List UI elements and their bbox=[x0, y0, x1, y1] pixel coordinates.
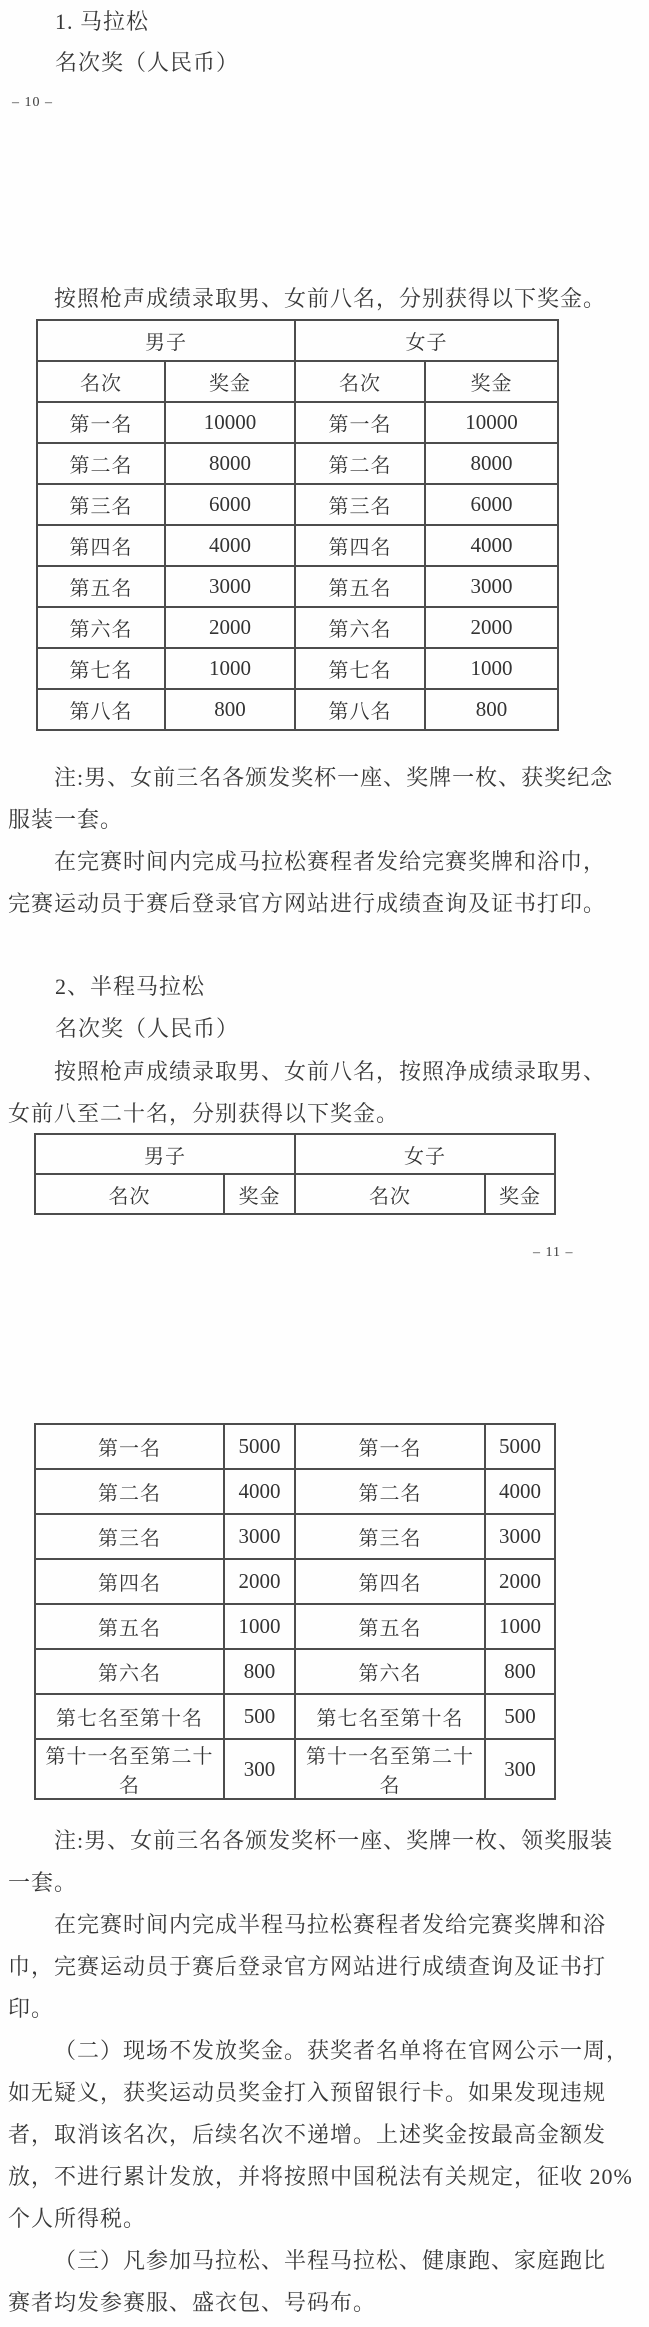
rank-cell: 第三名 bbox=[295, 1514, 485, 1559]
table-row bbox=[35, 1559, 555, 1604]
marathon-intro: 按照枪声成绩录取男、女前八名，分别获得以下奖金。 bbox=[54, 286, 607, 311]
table-row bbox=[37, 648, 558, 689]
prize-cell: 500 bbox=[485, 1694, 555, 1739]
rank-cell: 第二名 bbox=[35, 1469, 224, 1514]
group-header-cell: 男子 bbox=[35, 1134, 295, 1174]
rank-cell: 第十一名至第二十名 bbox=[295, 1739, 485, 1799]
rank-cell: 第五名 bbox=[37, 566, 165, 607]
prize-cell: 4000 bbox=[485, 1469, 555, 1514]
table-row bbox=[37, 566, 558, 607]
table-row bbox=[37, 689, 558, 730]
half-marathon-table-header bbox=[34, 1133, 556, 1215]
prize-cell: 3000 bbox=[485, 1514, 555, 1559]
prize-cell: 6000 bbox=[425, 484, 558, 525]
rank-cell: 第七名 bbox=[295, 648, 425, 689]
section-marathon-subtitle: 名次奖（人民币） bbox=[55, 50, 240, 75]
table-row bbox=[35, 1649, 555, 1694]
group-header-row bbox=[37, 320, 558, 361]
prize-cell: 300 bbox=[224, 1739, 295, 1799]
rank-cell: 第一名 bbox=[35, 1424, 224, 1469]
prize-cell: 4000 bbox=[224, 1469, 295, 1514]
rank-cell: 第五名 bbox=[295, 1604, 485, 1649]
page-number-10: – 10 – bbox=[12, 95, 53, 110]
rank-cell: 第五名 bbox=[35, 1604, 224, 1649]
group-header-cell: 女子 bbox=[295, 1134, 555, 1174]
prize-cell: 8000 bbox=[425, 443, 558, 484]
prize-cell: 3000 bbox=[224, 1514, 295, 1559]
prize-cell: 500 bbox=[224, 1694, 295, 1739]
prize-cell: 6000 bbox=[165, 484, 295, 525]
table-row bbox=[37, 443, 558, 484]
group-header-cell: 男子 bbox=[37, 320, 295, 361]
rank-cell: 第八名 bbox=[37, 689, 165, 730]
half-note-line: 一套。 bbox=[8, 1870, 78, 1895]
prize-cell: 10000 bbox=[425, 402, 558, 443]
column-header-cell: 奖金 bbox=[485, 1174, 555, 1214]
prize-cell: 10000 bbox=[165, 402, 295, 443]
half-intro-line: 女前八至二十名，分别获得以下奖金。 bbox=[8, 1101, 400, 1126]
paragraph-three-line: （三）凡参加马拉松、半程马拉松、健康跑、家庭跑比 bbox=[54, 2248, 607, 2273]
prize-cell: 5000 bbox=[224, 1424, 295, 1469]
prize-cell: 1000 bbox=[165, 648, 295, 689]
table-row bbox=[35, 1604, 555, 1649]
prize-cell: 3000 bbox=[425, 566, 558, 607]
prize-cell: 800 bbox=[485, 1649, 555, 1694]
rank-cell: 第十一名至第二十名 bbox=[35, 1739, 224, 1799]
marathon-note-line: 服装一套。 bbox=[8, 807, 124, 832]
column-header-row bbox=[37, 361, 558, 402]
marathon-note-line: 注:男、女前三名各颁发奖杯一座、奖牌一枚、获奖纪念 bbox=[54, 765, 614, 790]
rank-cell: 第四名 bbox=[295, 525, 425, 566]
table-row bbox=[35, 1694, 555, 1739]
rank-cell: 第三名 bbox=[295, 484, 425, 525]
table-row bbox=[37, 607, 558, 648]
paragraph-three-line: 赛者均发参赛服、盛衣包、号码布。 bbox=[8, 2290, 377, 2315]
table-row bbox=[37, 402, 558, 443]
rank-cell: 第四名 bbox=[295, 1559, 485, 1604]
table-row bbox=[35, 1739, 555, 1799]
column-header-cell: 名次 bbox=[37, 361, 165, 402]
half-finish-line: 印。 bbox=[8, 1996, 55, 2021]
rank-cell: 第四名 bbox=[37, 525, 165, 566]
table-row bbox=[35, 1469, 555, 1514]
marathon-finish-line: 在完赛时间内完成马拉松赛程者发给完赛奖牌和浴巾， bbox=[54, 849, 607, 874]
half-marathon-table-continued bbox=[34, 1423, 556, 1800]
table-row bbox=[37, 484, 558, 525]
prize-cell: 3000 bbox=[165, 566, 295, 607]
column-header-row bbox=[35, 1174, 555, 1214]
prize-cell: 800 bbox=[425, 689, 558, 730]
paragraph-two-line: 者，取消该名次，后续名次不递增。上述奖金按最高金额发 bbox=[8, 2122, 607, 2147]
column-header-cell: 奖金 bbox=[224, 1174, 295, 1214]
prize-cell: 2000 bbox=[485, 1559, 555, 1604]
rank-cell: 第二名 bbox=[37, 443, 165, 484]
rank-cell: 第七名至第十名 bbox=[35, 1694, 224, 1739]
marathon-prize-table bbox=[36, 319, 559, 731]
rank-cell: 第一名 bbox=[295, 1424, 485, 1469]
rank-cell: 第五名 bbox=[295, 566, 425, 607]
prize-cell: 4000 bbox=[425, 525, 558, 566]
table-row bbox=[35, 1514, 555, 1559]
paragraph-two-line: 放，不进行累计发放，并将按照中国税法有关规定，征收 20% bbox=[8, 2164, 633, 2189]
rank-cell: 第八名 bbox=[295, 689, 425, 730]
rank-cell: 第六名 bbox=[295, 1649, 485, 1694]
prize-cell: 1000 bbox=[224, 1604, 295, 1649]
paragraph-two-line: 个人所得税。 bbox=[8, 2206, 147, 2231]
rank-cell: 第一名 bbox=[295, 402, 425, 443]
prize-cell: 800 bbox=[165, 689, 295, 730]
group-header-cell: 女子 bbox=[295, 320, 558, 361]
rank-cell: 第四名 bbox=[35, 1559, 224, 1604]
column-header-cell: 名次 bbox=[35, 1174, 224, 1214]
prize-cell: 1000 bbox=[485, 1604, 555, 1649]
group-header-row bbox=[35, 1134, 555, 1174]
column-header-cell: 名次 bbox=[295, 361, 425, 402]
table-row bbox=[37, 525, 558, 566]
paragraph-two-line: （二）现场不发放奖金。获奖者名单将在官网公示一周， bbox=[54, 2038, 630, 2063]
rank-cell: 第六名 bbox=[35, 1649, 224, 1694]
column-header-cell: 名次 bbox=[295, 1174, 485, 1214]
prize-cell: 1000 bbox=[425, 648, 558, 689]
rank-cell: 第六名 bbox=[295, 607, 425, 648]
rank-cell: 第一名 bbox=[37, 402, 165, 443]
half-note-line: 注:男、女前三名各颁发奖杯一座、奖牌一枚、领奖服装 bbox=[54, 1828, 614, 1853]
rank-cell: 第三名 bbox=[35, 1514, 224, 1559]
prize-cell: 2000 bbox=[224, 1559, 295, 1604]
rank-cell: 第二名 bbox=[295, 443, 425, 484]
rank-cell: 第七名至第十名 bbox=[295, 1694, 485, 1739]
column-header-cell: 奖金 bbox=[165, 361, 295, 402]
half-intro-line: 按照枪声成绩录取男、女前八名，按照净成绩录取男、 bbox=[54, 1059, 607, 1084]
paragraph-two-line: 如无疑义，获奖运动员奖金打入预留银行卡。如果发现违规 bbox=[8, 2080, 607, 2105]
half-finish-line: 在完赛时间内完成半程马拉松赛程者发给完赛奖牌和浴 bbox=[54, 1912, 607, 1937]
rank-cell: 第三名 bbox=[37, 484, 165, 525]
prize-cell: 2000 bbox=[425, 607, 558, 648]
page-number-11: – 11 – bbox=[533, 1245, 574, 1260]
prize-cell: 8000 bbox=[165, 443, 295, 484]
marathon-finish-line: 完赛运动员于赛后登录官方网站进行成绩查询及证书打印。 bbox=[8, 891, 607, 916]
prize-cell: 800 bbox=[224, 1649, 295, 1694]
rank-cell: 第七名 bbox=[37, 648, 165, 689]
rank-cell: 第六名 bbox=[37, 607, 165, 648]
table-row bbox=[35, 1424, 555, 1469]
column-header-cell: 奖金 bbox=[425, 361, 558, 402]
prize-cell: 5000 bbox=[485, 1424, 555, 1469]
section-marathon-title: 1. 马拉松 bbox=[55, 9, 150, 34]
rank-cell: 第二名 bbox=[295, 1469, 485, 1514]
section-half-subtitle: 名次奖（人民币） bbox=[55, 1016, 240, 1041]
prize-cell: 300 bbox=[485, 1739, 555, 1799]
prize-cell: 2000 bbox=[165, 607, 295, 648]
section-half-title: 2、半程马拉松 bbox=[55, 974, 206, 999]
half-finish-line: 巾，完赛运动员于赛后登录官方网站进行成绩查询及证书打 bbox=[8, 1954, 607, 1979]
prize-cell: 4000 bbox=[165, 525, 295, 566]
